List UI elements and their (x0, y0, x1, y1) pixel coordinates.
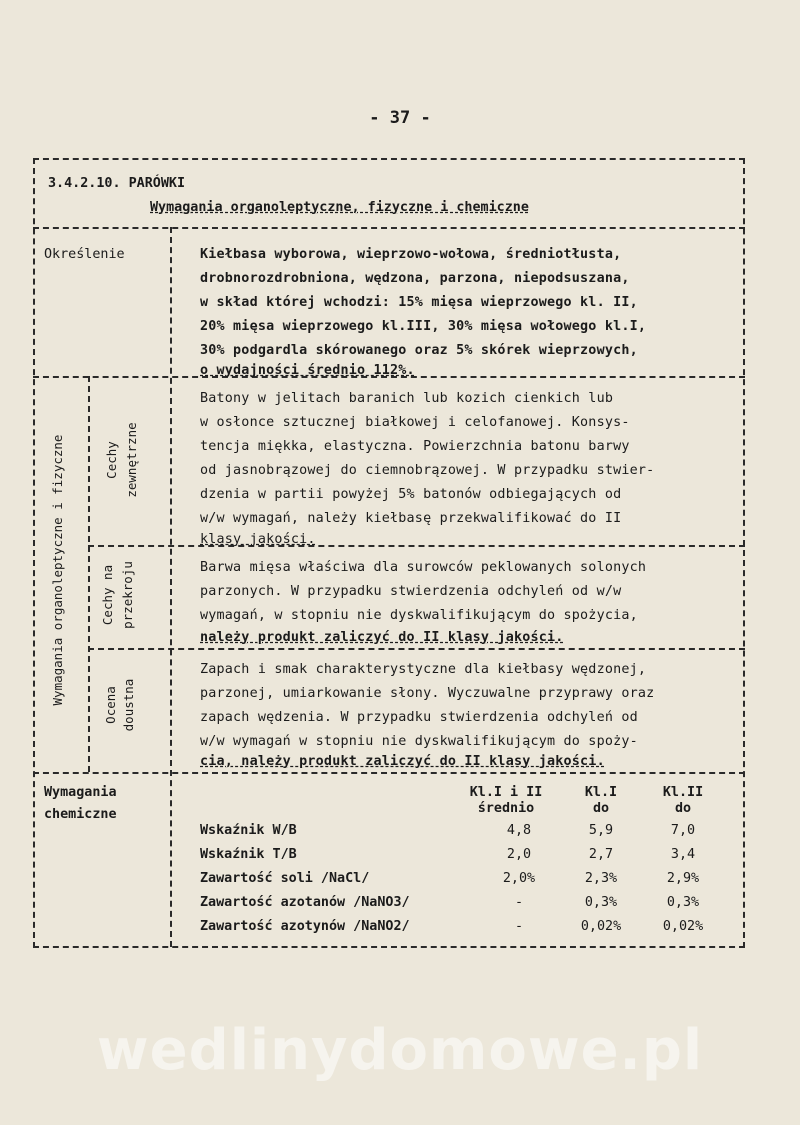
label-column-divider (170, 227, 172, 947)
cross-section-line: należy produkt zaliczyć do II klasy jakości. (200, 630, 564, 645)
site-watermark: wedlinydomowe.pl (96, 1018, 704, 1083)
external-line: Batony w jelitach baranich lub kozich cienkich lub (200, 391, 614, 406)
chem-row-kl1: 0,3% (584, 895, 618, 910)
chem-row-kl1: 0,02% (580, 919, 622, 934)
chem-row-kl2: 0,02% (662, 919, 704, 934)
chem-row-name: Zawartość azotynów /NaNO2/ (200, 919, 410, 934)
chem-row-kl1: 2,3% (584, 871, 618, 886)
cross-section-line: Barwa mięsa właściwa dla surowców peklowanych solonych (200, 560, 647, 575)
cross-section-label: Cechy na (100, 564, 115, 626)
section-subtitle: Wymagania organoleptyczne, fizyczne i chemiczne (150, 200, 529, 215)
definition-line: 30% podgardla skórowanego oraz 5% skórek wieprzowych, (200, 343, 638, 358)
cross-section-divider (88, 648, 745, 650)
chem-row-kl2: 3,4 (670, 847, 696, 862)
cross-section-line: parzonych. W przypadku stwierdzenia odchyleń od w/w (200, 584, 622, 599)
col-header-avg: Kl.I i II (469, 785, 543, 800)
chem-row-avg: 4,8 (506, 823, 532, 838)
definition-label: Określenie (44, 247, 125, 262)
oral-line: zapach wędzenia. W przypadku stwierdzenia odchyleń od (200, 710, 638, 725)
chem-row-kl2: 2,9% (666, 871, 700, 886)
chem-row-kl2: 0,3% (666, 895, 700, 910)
section-title: 3.4.2.10. PARÓWKI (48, 176, 186, 191)
external-line: tencja miękka, elastyczna. Powierzchnia batonu barwy (200, 439, 630, 454)
oral-line: cia, należy produkt zaliczyć do II klasy jakości. (200, 754, 605, 769)
external-line: dzenia w partii powyżej 5% batonów odbiegających od (200, 487, 622, 502)
chem-row-avg: - (514, 919, 524, 934)
chemical-label-2: chemiczne (44, 807, 117, 822)
external-line: klasy jakości. (200, 532, 316, 547)
definition-line: drobnorozdrobniona, wędzona, parzona, niepodsuszana, (200, 271, 630, 286)
page-number: - 37 - (369, 108, 431, 128)
chem-row-kl2: 7,0 (670, 823, 696, 838)
chem-row-kl1: 5,9 (588, 823, 614, 838)
chem-row-name: Wskaźnik T/B (200, 847, 297, 862)
definition-line: o wydajności średnio 112%. (200, 363, 415, 378)
definition-line: 20% mięsa wieprzowego kl.III, 30% mięsa wołowego kl.I, (200, 319, 647, 334)
cross-section-line: wymagań, w stopniu nie dyskwalifikującym do spożycia, (200, 608, 638, 623)
external-line: w osłonce sztucznej białkowej i celofanowej. Konsys- (200, 415, 630, 430)
chem-row-name: Zawartość soli /NaCl/ (200, 871, 370, 886)
external-label: Cechy (104, 441, 119, 479)
oral-line: Zapach i smak charakterystyczne dla kiełbasy wędzonej, (200, 662, 647, 677)
col-header-kl2-2: do (674, 801, 692, 816)
chem-row-avg: 2,0 (506, 847, 532, 862)
col-header-avg-2: średnio (477, 801, 535, 816)
group-column-divider (88, 376, 90, 772)
chem-row-avg: 2,0% (502, 871, 536, 886)
chem-row-name: Zawartość azotanów /NaNO3/ (200, 895, 410, 910)
chem-row-kl1: 2,7 (588, 847, 614, 862)
organoleptic-group-label: Wymagania organoleptyczne i fizyczne (50, 434, 65, 706)
external-label-2: zewnętrzne (124, 422, 139, 498)
chemical-label: Wymagania (44, 785, 117, 800)
oral-line: parzonej, umiarkowanie słony. Wyczuwalne przyprawy oraz (200, 686, 655, 701)
organoleptic-divider (33, 772, 745, 774)
header-divider (33, 227, 745, 229)
external-line: od jasnobrązowej do ciemnobrązowej. W przypadku stwier- (200, 463, 655, 478)
chem-row-avg: - (514, 895, 524, 910)
chem-row-name: Wskaźnik W/B (200, 823, 297, 838)
col-header-kl1: Kl.I (584, 785, 618, 800)
col-header-kl2: Kl.II (662, 785, 704, 800)
oral-label: Ocena (103, 686, 118, 724)
external-divider (88, 545, 745, 547)
oral-line: w/w wymagań w stopniu nie dyskwalifikującym do spoży- (200, 734, 638, 749)
external-line: w/w wymagań, należy kiełbasę przekwalifikować do II (200, 511, 622, 526)
cross-section-label-2: przekroju (120, 561, 135, 629)
oral-label-2: doustna (121, 678, 136, 732)
definition-line: Kiełbasa wyborowa, wieprzowo-wołowa, średniotłusta, (200, 247, 622, 262)
col-header-kl1-2: do (592, 801, 610, 816)
definition-line: w skład której wchodzi: 15% mięsa wieprzowego kl. II, (200, 295, 638, 310)
